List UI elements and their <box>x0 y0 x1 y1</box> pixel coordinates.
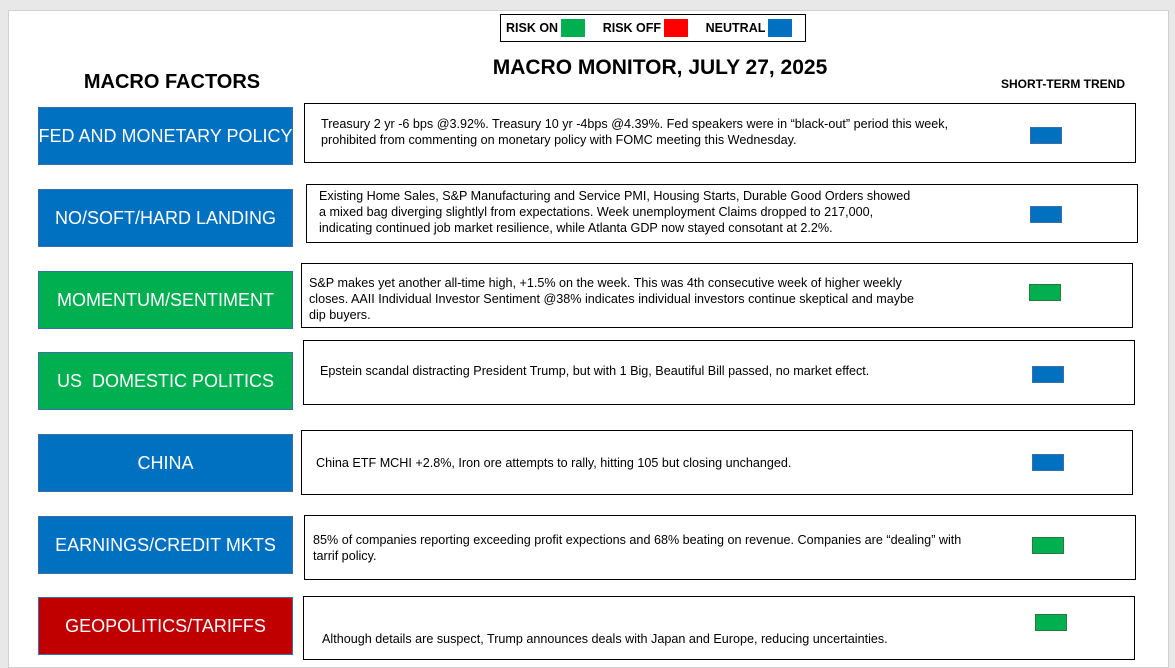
factor-momentum-sentiment: MOMENTUM/SENTIMENT <box>38 271 293 329</box>
short-term-trend-header: SHORT-TERM TREND <box>1001 77 1125 91</box>
commentary-line: China ETF MCHI +2.8%, Iron ore attempts to rally, hitting 105 but closing unchanged. <box>316 456 792 470</box>
commentary-box-politics <box>303 340 1135 405</box>
commentary-line: Existing Home Sales, S&P Manufacturing and Service PMI, Housing Starts, Durable Good Orders showed <box>319 189 911 203</box>
commentary-box-landing <box>306 184 1138 243</box>
commentary-box-china <box>301 430 1133 495</box>
commentary-box-momentum <box>301 263 1133 328</box>
trend-indicator-geopolitics <box>1035 614 1067 631</box>
legend-label-risk-off: RISK OFF <box>602 21 662 35</box>
commentary-line: S&P makes yet another all-time high, +1.5% on the week. This was 4th consecutive week of higher weekly <box>309 276 902 290</box>
trend-indicator-fed <box>1030 127 1062 144</box>
commentary-line: a mixed bag diverging slightlyl from expectations. Week unemployment Claims dropped to 217,000, <box>319 205 874 219</box>
trend-indicator-politics <box>1032 366 1064 383</box>
commentary-box-fed <box>304 103 1136 163</box>
factor-fed-monetary-policy: FED AND MONETARY POLICY <box>38 107 293 165</box>
commentary-line: tarrif policy. <box>313 549 377 563</box>
trend-indicator-earnings <box>1032 537 1064 554</box>
trend-indicator-china <box>1032 454 1064 471</box>
macro-factors-header: MACRO FACTORS <box>83 71 261 93</box>
commentary-line: Epstein scandal distracting President Trump, but with 1 Big, Beautiful Bill passed, no market effect. <box>320 364 870 378</box>
factor-earnings-credit: EARNINGS/CREDIT MKTS <box>38 516 293 574</box>
commentary-line: closes. AAII Individual Investor Sentiment @38% indicates individual investors continue skeptical and maybe <box>309 292 915 306</box>
commentary-line: prohibited from commenting on monetary policy with FOMC meeting this Wednesday. <box>321 133 797 147</box>
trend-indicator-momentum <box>1029 284 1061 301</box>
trend-indicator-landing <box>1030 206 1062 223</box>
legend-label-risk-on: RISK ON <box>506 21 559 35</box>
commentary-line: Although details are suspect, Trump announces deals with Japan and Europe, reducing uncertainties. <box>322 632 888 646</box>
legend-swatch-neutral <box>768 19 792 37</box>
commentary-line: indicating continued job market resilience, while Atlanta GDP now stayed consotant at 2.2%. <box>319 221 833 235</box>
commentary-line: dip buyers. <box>309 308 371 322</box>
legend-label-neutral: NEUTRAL <box>705 21 766 35</box>
commentary-box-geopolitics <box>303 596 1135 660</box>
legend <box>500 14 806 42</box>
factor-landing: NO/SOFT/HARD LANDING <box>38 189 293 247</box>
factor-domestic-politics: US DOMESTIC POLITICS <box>38 352 293 410</box>
commentary-box-earnings <box>304 515 1136 580</box>
legend-swatch-risk-off <box>664 19 688 37</box>
factor-china: CHINA <box>38 434 293 492</box>
legend-swatch-risk-on <box>561 19 585 37</box>
commentary-line: 85% of companies reporting exceeding profit expections and 68% beating on revenue. Companies are “dealing” with <box>313 533 962 547</box>
page-title: MACRO MONITOR, JULY 27, 2025 <box>492 56 828 79</box>
commentary-line: Treasury 2 yr -6 bps @3.92%. Treasury 10 yr -4bps @4.39%. Fed speakers were in “black-out” period this week, <box>321 117 949 131</box>
factor-geopolitics-tariffs: GEOPOLITICS/TARIFFS <box>38 597 293 655</box>
